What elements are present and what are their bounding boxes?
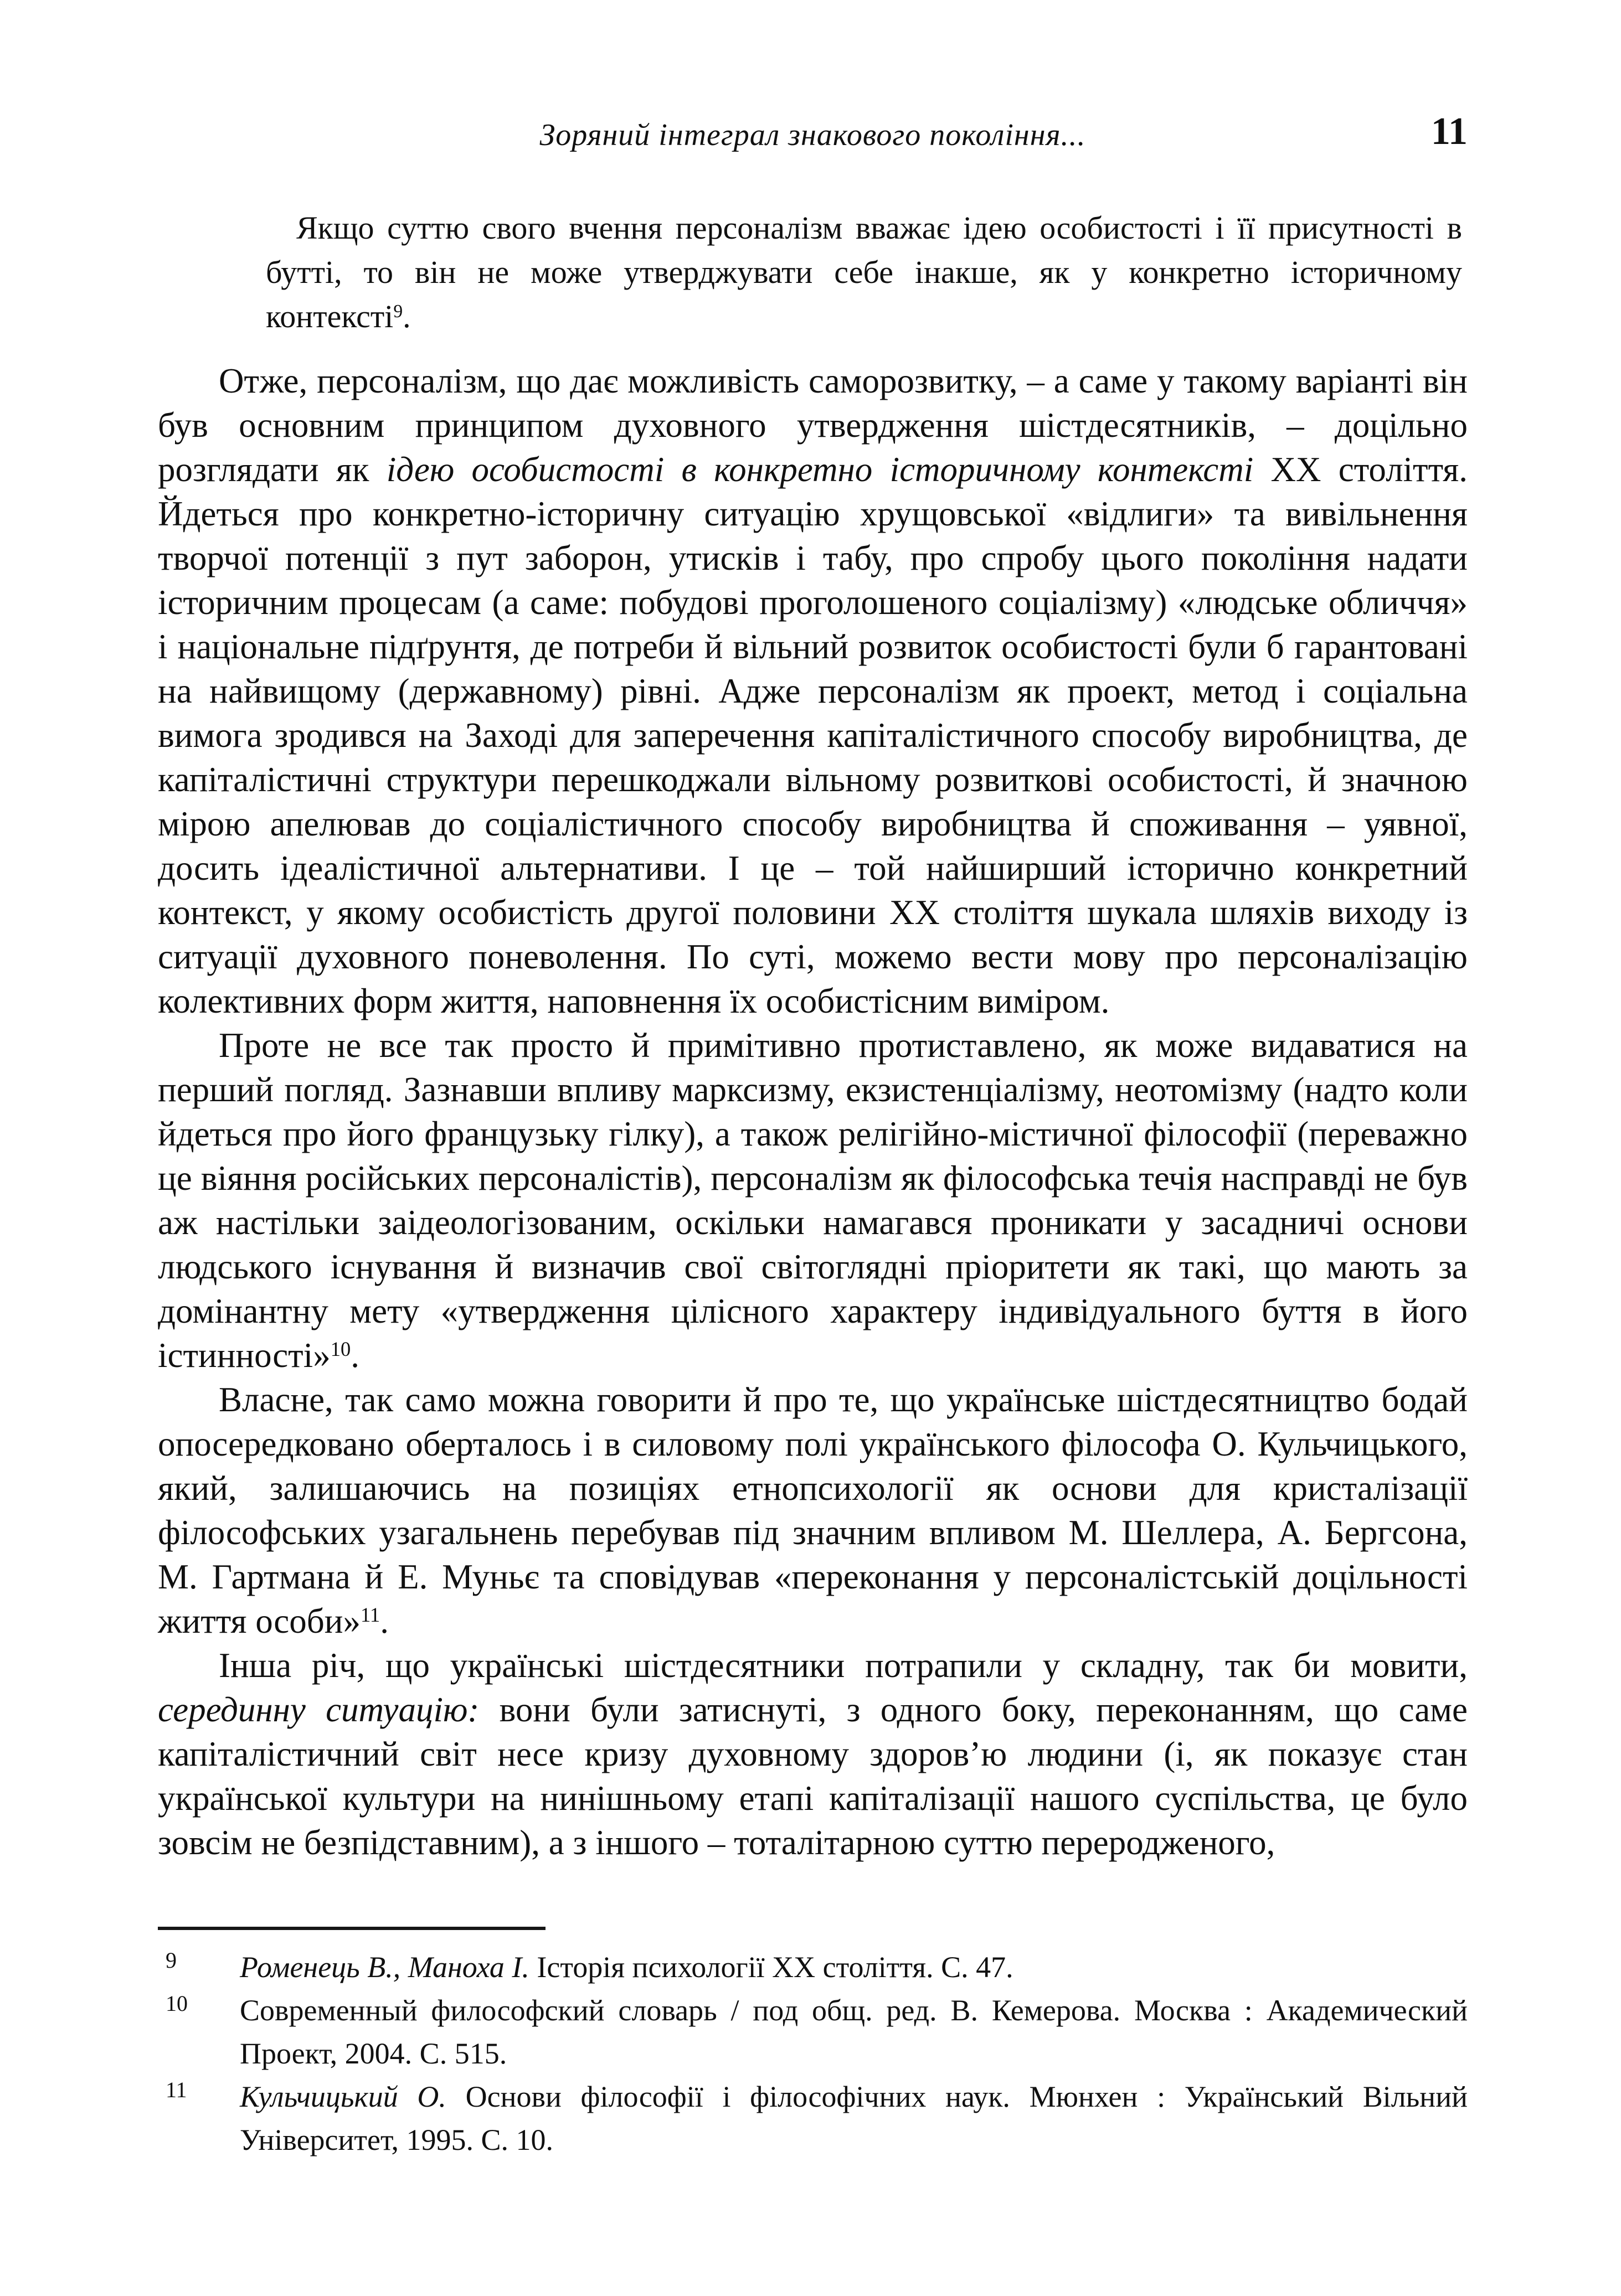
- footnote-ref: 9: [393, 301, 403, 322]
- paragraph: [158, 359, 1468, 1023]
- text-run: Роменець В., Маноха І.: [240, 1951, 529, 1984]
- text-run: Основи філософії і філософічних наук. Мюнхен : Український Вільний Університет, 1995. С. 10.: [240, 2080, 1468, 2156]
- footnote-item: [158, 2075, 1468, 2161]
- running-head: [158, 110, 1468, 153]
- block-quote: [266, 206, 1462, 339]
- paragraph: [158, 1643, 1468, 1865]
- text-run: Інша річ, що українські шістдесятники потрапили у складну, так би мовити,: [219, 1646, 1468, 1685]
- footnote-number: 10: [166, 1991, 188, 2016]
- text-run: .: [403, 298, 411, 334]
- running-title: Зоряний інтеграл знакового покоління...: [539, 118, 1086, 152]
- paragraph: [158, 1023, 1468, 1377]
- footnote-item: [158, 1946, 1468, 1989]
- text-run: Проте не все так просто й примітивно протиставлено, як може видаватися на перший погляд. Зазнавши впливу марксизму, екзистенціалізму, неотомізму (надто коли йдеться про його французьку гілку), а також релігійно-містичної філософії (переважно це віяння російських персоналістів), персоналізм як філософська течія насправді не був аж настільки заідеологізованим, оскільки намагався проникати у засадничі основи людського існування й визначив свої світоглядні пріоритети як такі, що мають за домінантну мету «утвердження цілісного характеру індивідуального буття в його істинності»: [158, 1026, 1468, 1375]
- text-run: вони були затиснуті, з одного боку, переконанням, що саме капіталістичний світ несе кризу духовному здоров’ю людини (і, як показує стан української культури на нинішньому етапі капіталізації нашого суспільства, це було зовсім не безпідставним), а з іншого – тоталітарною суттю переродженого,: [158, 1690, 1468, 1862]
- text-run: Отже, персоналізм, що дає можливість саморозвитку, – а саме у такому варіанті він був основним принципом духовного утвердження шістдесятників, – доцільно розглядати як: [158, 362, 1468, 489]
- text-run: Історія психології ХХ століття. С. 47.: [529, 1951, 1013, 1984]
- body-text: [158, 359, 1468, 1865]
- footnote-number: 9: [166, 1948, 177, 1973]
- footnote-ref: 11: [361, 1603, 380, 1626]
- text-run: серединну ситуацію:: [158, 1690, 480, 1729]
- text-run: .: [351, 1336, 359, 1375]
- footnote-divider: [158, 1927, 546, 1930]
- paragraph: [158, 1377, 1468, 1643]
- text-run: ХХ століття. Йдеться про конкретно-історичну ситуацію хрущовської «відлиги» та вивільнення творчої потенції з пут заборон, утисків і табу, про спробу цього покоління надати історичним процесам (а саме: побудові проголошеного соціалізму) «людське обличчя» і національне підґрунтя, де потреби й вільний розвиток особистості були б гарантовані на найвищому (державному) рівні. Адже персоналізм як проект, метод і соціальна вимога зродився на Заході для заперечення капіталістичного способу виробництва, де капіталістичні структури перешкоджали вільному розвиткові особистості, й значною мірою апелював до соціалістичного способу виробництва й споживання – уявної, досить ідеалістичної альтернативи. І це – той найширший історично конкретний контекст, у якому особистість другої половини ХХ століття шукала шляхів виходу із ситуації духовного поневолення. По суті, можемо вести мову про персоналізацію колективних форм життя, наповнення їх особистісним виміром.: [158, 450, 1468, 1020]
- text-run: Власне, так само можна говорити й про те, що українське шістдесятництво бодай опосередковано оберталось і в силовому полі українського філософа О. Кульчицького, який, залишаючись на позиціях етнопсихології як основи для кристалізації філософських узагальнень перебував під значним впливом М. Шеллера, А. Бергсона, М. Гартмана й Е. Муньє та сповідував «переконання у персоналістській доцільності життя особи»: [158, 1380, 1468, 1640]
- footnote-ref: 10: [330, 1337, 351, 1360]
- footnotes: [158, 1946, 1468, 2161]
- text-run: Якщо суттю свого вчення персоналізм вважає ідею особистості і її присутності в бутті, то він не може утверджувати себе інакше, як у конкретно історичному контексті: [266, 210, 1462, 334]
- text-run: ідею особистості в конкретно історичному контексті: [386, 450, 1254, 489]
- page-number: 11: [1430, 110, 1468, 153]
- footnote-number: 11: [166, 2077, 187, 2102]
- text-run: Современный философский словарь / под общ. ред. В. Кемерова. Москва : Академический Проект, 2004. С. 515.: [240, 1994, 1468, 2070]
- text-run: .: [380, 1602, 389, 1640]
- text-run: Кульчицький О.: [240, 2080, 446, 2113]
- footnote-item: [158, 1989, 1468, 2075]
